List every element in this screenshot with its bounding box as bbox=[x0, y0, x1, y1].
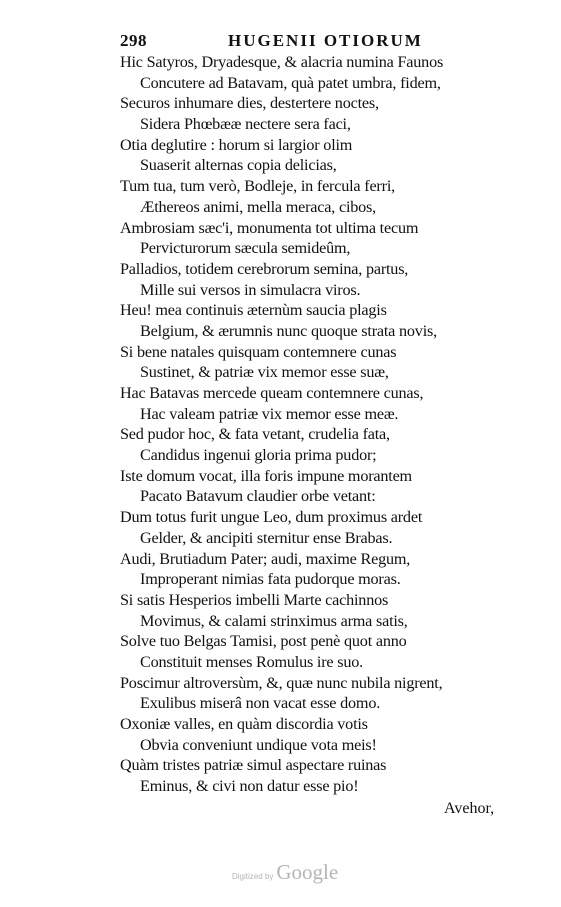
watermark-small-text: Digitized by bbox=[232, 872, 274, 881]
page-header bbox=[120, 31, 515, 53]
poem-line: Gelder, & ancipiti sternitur ense Brabas. bbox=[140, 528, 393, 547]
poem-line: Solve tuo Belgas Tamisi, post penè quot anno bbox=[120, 632, 407, 651]
poem-line: Candidus ingenui gloria prima pudor; bbox=[140, 446, 377, 465]
poem-line: Palladios, totidem cerebrorum semina, partus, bbox=[120, 259, 409, 278]
poem-line: Eminus, & civi non datur esse pio! bbox=[140, 777, 359, 796]
poem-line: Tum tua, tum verò, Bodleje, in fercula ferri, bbox=[120, 177, 395, 196]
poem-line: Sed pudor hoc, & fata vetant, crudelia fata, bbox=[120, 425, 390, 444]
poem-line: Audi, Brutiadum Pater; audi, maxime Regum, bbox=[120, 549, 411, 568]
poem-line: Suaserit alternas copia delicias, bbox=[140, 156, 337, 175]
poem-text bbox=[120, 52, 540, 797]
poem-line: Oxoniæ valles, en quàm discordia votis bbox=[120, 715, 368, 733]
poem-line: Sidera Phœbææ nectere sera faci, bbox=[140, 115, 351, 134]
running-head: HUGENII OTIORUM bbox=[228, 31, 423, 50]
poem-line: Si bene natales quisquam contemnere cunas bbox=[120, 342, 397, 361]
catchword: Avehor, bbox=[444, 800, 495, 817]
poem-line: Poscimur altroversùm, &, quæ nunc nubila nigrent, bbox=[120, 673, 443, 692]
poem-line: Exulibus miserâ non vacat esse domo. bbox=[140, 694, 381, 713]
poem-line: Concutere ad Batavam, quà patet umbra, fidem, bbox=[140, 73, 441, 92]
poem-line: Sustinet, & patriæ vix memor esse suæ, bbox=[140, 363, 389, 382]
poem-line: Pervicturorum sæcula semideûm, bbox=[140, 239, 351, 258]
poem-line: Heu! mea continuis æternùm saucia plagis bbox=[120, 301, 387, 320]
watermark-google-logo: Google bbox=[276, 860, 339, 884]
poem-line: Otia deglutire : horum si largior olim bbox=[120, 135, 353, 154]
poem-line: Improperant nimias fata pudorque moras. bbox=[140, 570, 401, 589]
poem-line: Movimus, & calami strinximus arma satis, bbox=[140, 611, 408, 630]
poem-line: Pacato Batavum claudier orbe vetant: bbox=[140, 487, 376, 506]
poem-line: Iste domum vocat, illa foris impune morantem bbox=[120, 466, 412, 485]
poem-line: Belgium, & ærumnis nunc quoque strata novis, bbox=[140, 321, 437, 340]
poem-line: Æthereos animi, mella meraca, cibos, bbox=[140, 197, 376, 216]
poem-line: Obvia conveniunt undique vota meis! bbox=[140, 735, 377, 754]
poem-line: Dum totus furit ungue Leo, dum proximus ardet bbox=[120, 508, 423, 527]
poem-line: Si satis Hesperios imbelli Marte cachinnos bbox=[120, 590, 389, 609]
poem-line: Quàm tristes patriæ simul aspectare ruinas bbox=[120, 756, 387, 775]
poem-line: Ambrosiam sæc'i, monumenta tot ultima tecum bbox=[120, 218, 419, 237]
page-number: 298 bbox=[120, 31, 147, 50]
digitization-watermark bbox=[232, 860, 338, 885]
poem-line: Hic Satyros, Dryadesque, & alacria numina Faunos bbox=[120, 53, 444, 71]
poem-line: Securos inhumare dies, destertere noctes, bbox=[120, 94, 379, 113]
poem-line: Hac Batavas mercede queam contemnere cunas, bbox=[120, 384, 424, 402]
poem-line: Mille sui versos in simulacra viros. bbox=[140, 280, 361, 299]
poem-line: Hac valeam patriæ vix memor esse meæ. bbox=[140, 404, 399, 423]
poem-line: Constituit menses Romulus ire suo. bbox=[140, 652, 363, 671]
